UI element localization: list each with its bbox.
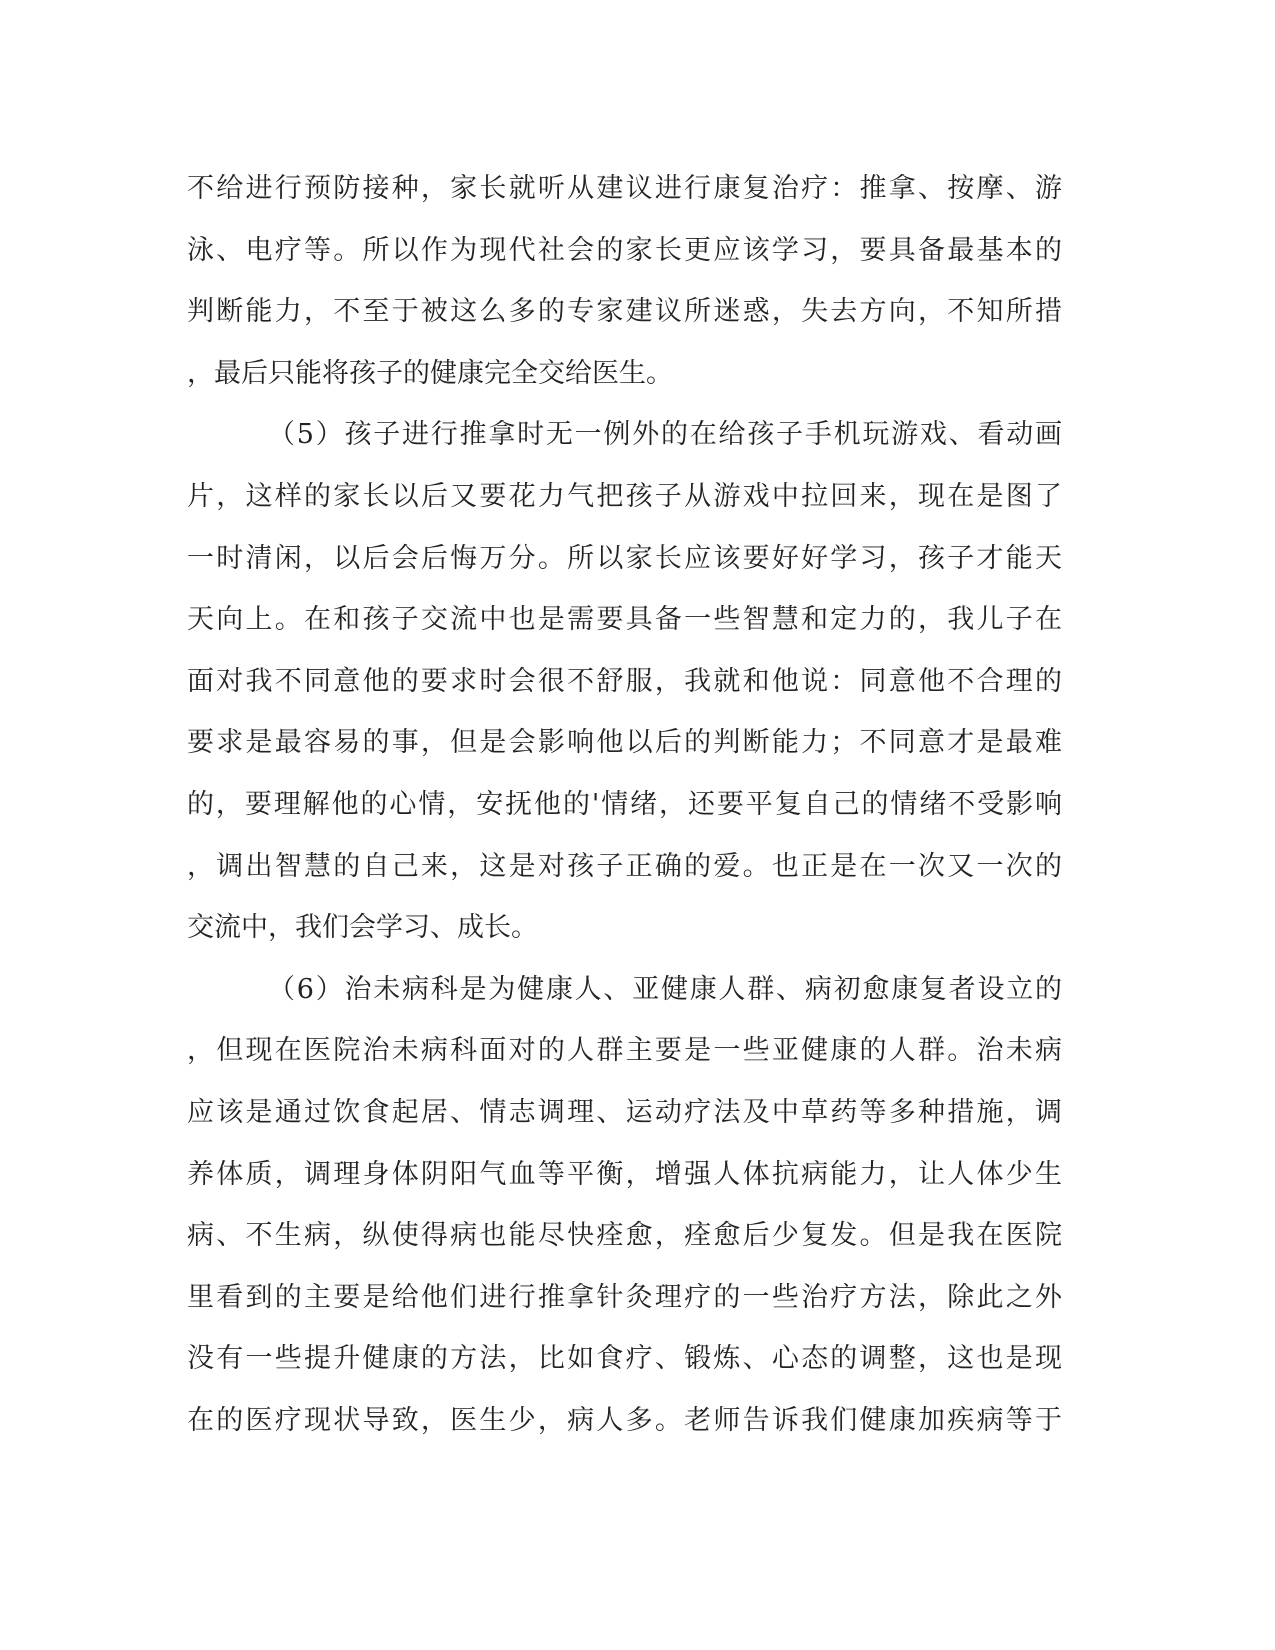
text-line: 片，这样的家长以后又要花力气把孩子从游戏中拉回来，现在是图了 bbox=[187, 480, 1062, 512]
text-line: 养体质，调理身体阴阳气血等平衡，增强人体抗病能力，让人体少生 bbox=[187, 1158, 1062, 1190]
text-line: 面对我不同意他的要求时会很不舒服，我就和他说：同意他不合理的 bbox=[187, 665, 1062, 697]
text-line: ，最后只能将孩子的健康完全交给医生。 bbox=[187, 357, 673, 389]
text-line: 病、不生病，纵使得病也能尽快痊愈，痊愈后少复发。但是我在医院 bbox=[187, 1220, 1062, 1252]
text-line: 里看到的主要是给他们进行推拿针灸理疗的一些治疗方法，除此之外 bbox=[187, 1281, 1062, 1313]
text-line: 不给进行预防接种，家长就听从建议进行康复治疗：推拿、按摩、游 bbox=[187, 173, 1062, 204]
text-line: 没有一些提升健康的方法，比如食疗、锻炼、心态的调整，这也是现 bbox=[187, 1343, 1062, 1375]
text-line: 的，要理解他的心情，安抚他的'情绪，还要平复自己的情绪不受影响 bbox=[187, 788, 1062, 820]
text-line: 判断能力，不至于被这么多的专家建议所迷惑，失去方向，不知所措 bbox=[187, 296, 1062, 328]
body-text bbox=[187, 158, 1062, 1451]
text-line: ，调出智慧的自己来，这是对孩子正确的爱。也正是在一次又一次的 bbox=[187, 850, 1062, 882]
text-line: 一时清闲，以后会后悔万分。所以家长应该要好好学习，孩子才能天 bbox=[187, 542, 1062, 574]
text-line: 要求是最容易的事，但是会影响他以后的判断能力；不同意才是最难 bbox=[187, 727, 1062, 759]
text-line: （5）孩子进行推拿时无一例外的在给孩子手机玩游戏、看动画 bbox=[268, 419, 1062, 451]
text-line: 应该是通过饮食起居、情志调理、运动疗法及中草药等多种措施，调 bbox=[187, 1096, 1062, 1128]
text-line: 在的医疗现状导致，医生少，病人多。老师告诉我们健康加疾病等于 bbox=[187, 1404, 1062, 1436]
text-line: 泳、电疗等。所以作为现代社会的家长更应该学习，要具备最基本的 bbox=[187, 234, 1062, 266]
text-line: 天向上。在和孩子交流中也是需要具备一些智慧和定力的，我儿子在 bbox=[187, 604, 1062, 636]
text-line: ，但现在医院治未病科面对的人群主要是一些亚健康的人群。治未病 bbox=[187, 1035, 1062, 1067]
text-line: （6）治未病科是为健康人、亚健康人群、病初愈康复者设立的 bbox=[268, 973, 1062, 1005]
text-line: 交流中，我们会学习、成长。 bbox=[187, 912, 538, 944]
